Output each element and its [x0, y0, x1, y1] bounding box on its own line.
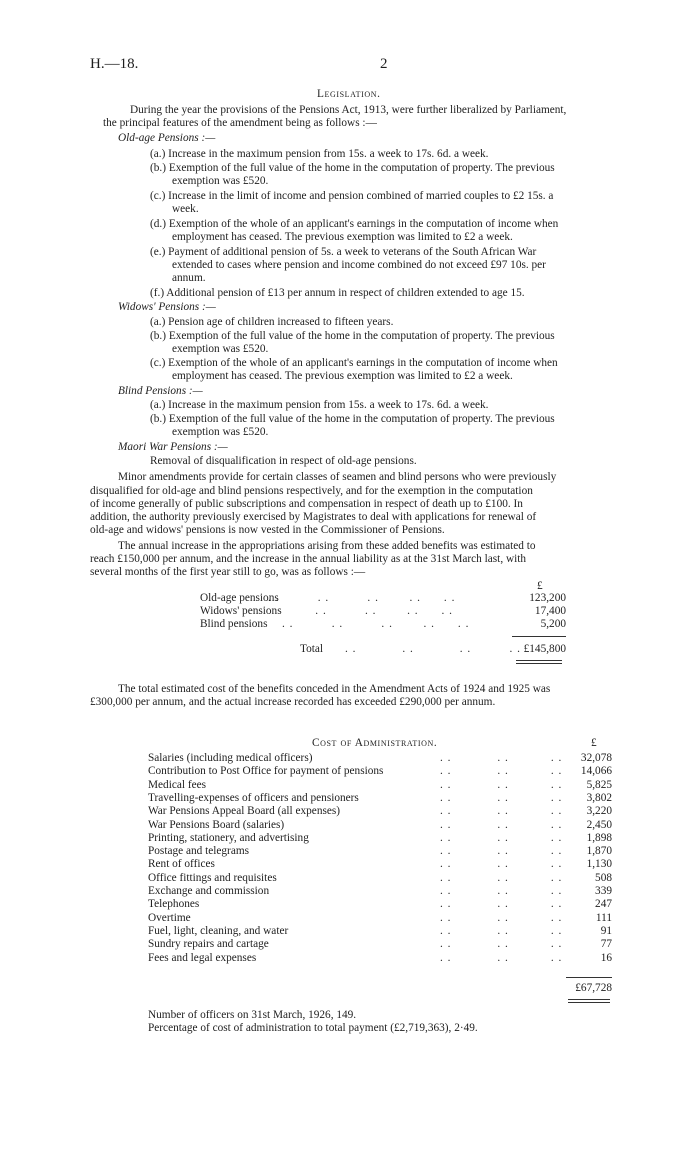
blind-item-b-cont: exemption was £520. — [172, 426, 269, 438]
cost-table-row-label: Fees and legal expenses — [148, 951, 257, 964]
summary-line-2: £300,000 per annum, and the actual increase recorded has exceeded £290,000 per annum. — [90, 696, 496, 708]
cost-table-row-value: 2,450 — [586, 818, 612, 831]
cost-table-row-leader: . . . . . . — [440, 951, 563, 964]
increase-table-currency: £ — [537, 580, 543, 592]
cost-table-row-value: 339 — [595, 885, 612, 897]
cost-table-row-value: 3,220 — [586, 805, 612, 818]
administration-percentage-note: Percentage of cost of administration to total payment (£2,719,363), 2·49. — [148, 1022, 478, 1034]
increase-table-row-value: 17,400 — [534, 605, 566, 617]
cost-table-row-label: Printing, stationery, and advertising — [148, 831, 309, 844]
section-heading-legislation: Legislation. — [317, 88, 381, 100]
section-heading-cost-of-administration: Cost of Administration. — [312, 737, 438, 749]
cost-table-row-leader: . . . . . . — [440, 938, 563, 951]
cost-table-total-rule — [566, 977, 612, 978]
cost-table-row-label: Sundry repairs and cartage — [148, 938, 269, 951]
document-reference: H.—18. — [90, 56, 139, 72]
cost-table-row-value: 111 — [595, 911, 612, 924]
increase-table-total-label: Total — [300, 643, 324, 655]
old-age-item-c-cont: week. — [172, 203, 199, 215]
old-age-item-d-cont: employment has ceased. The previous exemption was limited to £2 a week. — [172, 231, 513, 243]
cost-table-currency: £ — [591, 737, 597, 749]
cost-table-row-label: Salaries (including medical officers) — [148, 752, 313, 764]
cost-table-row-value: 32,078 — [580, 752, 612, 764]
increase-table-row-label: Old-age pensions — [200, 592, 279, 604]
old-age-pensions-heading: Old-age Pensions :— — [118, 132, 216, 144]
legislation-intro-line-2: the principal features of the amendment being as follows :— — [103, 117, 377, 129]
cost-table-row-leader: . . . . . . — [440, 898, 563, 911]
old-age-item-d: (d.) Exemption of the whole of an applicant's earnings in the computation of income when — [150, 218, 559, 230]
cost-table-row-value: 247 — [595, 898, 612, 911]
cost-table-row-leader: . . . . . . — [440, 805, 563, 818]
summary-line-1: The total estimated cost of the benefits conceded in the Amendment Acts of 1924 and 1925 was — [118, 683, 551, 695]
cost-table-row-leader: . . . . . . — [440, 845, 563, 858]
cost-table-row-label: Contribution to Post Office for payment of pensions — [148, 765, 384, 778]
maori-war-pensions-heading: Maori War Pensions :— — [118, 441, 228, 453]
annual-increase-line-2: reach £150,000 per annum, and the increase in the annual liability as at the 31st March last, with — [90, 553, 527, 565]
cost-table-row-leader: . . . . . . — [440, 885, 563, 897]
cost-table-row-label: Rent of offices — [148, 858, 215, 871]
widows-pensions-heading: Widows' Pensions :— — [118, 301, 216, 313]
cost-table-row-leader: . . . . . . — [440, 858, 563, 871]
cost-table-row-label: War Pensions Board (salaries) — [148, 818, 285, 831]
cost-table-row-value: 5,825 — [586, 778, 612, 791]
increase-table-row-value: 123,200 — [529, 592, 566, 604]
cost-table-row-value: 508 — [595, 871, 612, 884]
page-number: 2 — [380, 56, 388, 72]
cost-table-row-value: 77 — [600, 938, 612, 951]
cost-table-total-value: £67,728 — [575, 982, 612, 994]
cost-table-row-label: War Pensions Appeal Board (all expenses) — [148, 805, 341, 818]
cost-table-row-leader: . . . . . . — [440, 818, 563, 831]
old-age-item-e: (e.) Payment of additional pension of 5s. a week to veterans of the South African War — [150, 246, 537, 258]
increase-table-row-value: 5,200 — [540, 618, 566, 630]
cost-table-row-value: 91 — [600, 924, 612, 937]
increase-table-total-leader: . . . . . . . . — [345, 643, 521, 655]
annual-increase-line-3: several months of the first year still to go, was as follows :— — [90, 566, 366, 578]
cost-table-row-leader: . . . . . . — [440, 871, 563, 884]
cost-table-row-label: Travelling-expenses of officers and pensioners — [148, 791, 359, 804]
old-age-item-e-cont-1: extended to cases where pension and income combined do not exceed £97 10s. per — [172, 259, 546, 271]
blind-item-a: (a.) Increase in the maximum pension from 15s. a week to 17s. 6d. a week. — [150, 399, 489, 411]
officers-count-note: Number of officers on 31st March, 1926, 149. — [148, 1009, 357, 1021]
increase-table-double-rule-2 — [516, 663, 562, 664]
cost-table-row-value: 16 — [600, 951, 612, 964]
old-age-item-e-cont-2: annum. — [172, 272, 206, 284]
cost-table-row-leader: . . . . . . — [440, 778, 563, 791]
minor-amendments-line-4: addition, the authority previously exercised by Magistrates to deal with applications for renewal of — [90, 511, 537, 523]
blind-pensions-heading: Blind Pensions :— — [118, 385, 203, 397]
annual-increase-line-1: The annual increase in the appropriations arising from these added benefits was estimated to — [118, 540, 536, 552]
cost-table-row-value: 14,066 — [580, 765, 612, 778]
cost-table-row-leader: . . . . . . — [440, 752, 563, 764]
cost-table-row-label: Medical fees — [148, 778, 207, 791]
widows-item-c-cont: employment has ceased. The previous exemption was limited to £2 a week. — [172, 370, 513, 382]
cost-table-row-label: Exchange and commission — [148, 885, 270, 897]
cost-table-row-leader: . . . . . . — [440, 911, 563, 924]
cost-table-row-value: 1,130 — [586, 858, 612, 871]
widows-item-b: (b.) Exemption of the full value of the home in the computation of property. The previous — [150, 330, 555, 342]
increase-table-row-label: Widows' pensions — [200, 605, 282, 617]
cost-table-row-leader: . . . . . . — [440, 791, 563, 804]
minor-amendments-line-1: Minor amendments provide for certain classes of seamen and blind persons who were previously — [118, 471, 557, 483]
minor-amendments-line-2: disqualified for old-age and blind pensions respectively, and for the exemption in the computation — [90, 485, 533, 497]
legislation-intro-line-1: During the year the provisions of the Pensions Act, 1913, were further liberalized by Parliament, — [130, 104, 567, 116]
increase-table-total-rule — [512, 636, 566, 637]
minor-amendments-line-5: old-age and widows' pensions is now vested in the Commissioner of Pensions. — [90, 524, 445, 536]
widows-item-a: (a.) Pension age of children increased to fifteen years. — [150, 316, 394, 328]
cost-table-row-value: 3,802 — [586, 791, 612, 804]
old-age-item-b: (b.) Exemption of the full value of the home in the computation of property. The previous — [150, 162, 555, 174]
cost-table-row-label: Fuel, light, cleaning, and water — [148, 924, 289, 937]
cost-table-row-label: Postage and telegrams — [148, 845, 250, 858]
increase-table-row-leader: . . . . . . . . — [300, 605, 453, 617]
increase-table-double-rule-1 — [516, 660, 562, 661]
increase-table-total-value: £145,800 — [523, 643, 566, 655]
increase-table-row-label: Blind pensions — [200, 618, 268, 630]
cost-table-row-label: Office fittings and requisites — [148, 871, 277, 884]
increase-table-row-leader: . . . . . . . . . . — [268, 592, 456, 604]
widows-item-c: (c.) Exemption of the whole of an applicant's earnings in the computation of income when — [150, 357, 558, 369]
old-age-item-a: (a.) Increase in the maximum pension from 15s. a week to 17s. 6d. a week. — [150, 148, 489, 160]
cost-table-row-label: Overtime — [148, 911, 191, 924]
cost-table-row-value: 1,870 — [586, 845, 612, 858]
blind-item-b: (b.) Exemption of the full value of the home in the computation of property. The previous — [150, 413, 555, 425]
cost-table-row-label: Telephones — [148, 898, 200, 911]
widows-item-b-cont: exemption was £520. — [172, 343, 269, 355]
old-age-item-c: (c.) Increase in the limit of income and pension combined of married couples to £2 15s. a — [150, 190, 554, 202]
minor-amendments-line-3: of income generally of public subscriptions and compensation in respect of death up to £100. In — [90, 498, 523, 510]
cost-table-row-leader: . . . . . . — [440, 765, 563, 778]
cost-table-row-value: 1,898 — [586, 831, 612, 844]
cost-table-double-rule-2 — [568, 1002, 610, 1003]
cost-table-row-leader: . . . . . . — [440, 924, 563, 937]
cost-table-double-rule-1 — [568, 999, 610, 1000]
maori-item: Removal of disqualification in respect of old-age pensions. — [150, 455, 417, 467]
old-age-item-b-cont: exemption was £520. — [172, 175, 269, 187]
cost-table-row-leader: . . . . . . — [440, 831, 563, 844]
increase-table-row-leader: . . . . . . . . . . — [282, 618, 470, 630]
old-age-item-f: (f.) Additional pension of £13 per annum in respect of children extended to age 15. — [150, 287, 525, 299]
